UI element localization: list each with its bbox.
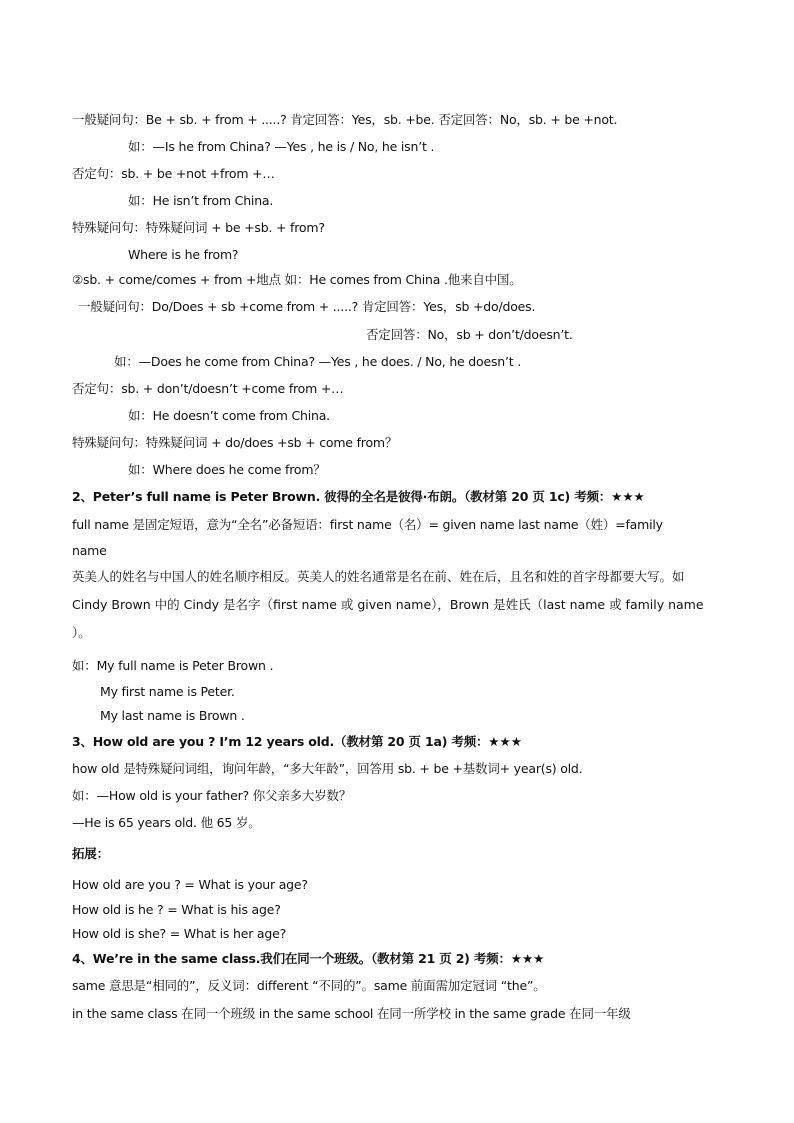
heading-text: 4、We’re in the same class.我们在同一个班级。（教材第 21 页 2) 考频：	[72, 951, 511, 966]
text-line: 特殊疑问句：特殊疑问词 + do/does +sb + come from？	[72, 435, 398, 450]
example-line: 如：My full name is Peter Brown .	[72, 658, 274, 673]
section-heading-3	[72, 733, 522, 751]
example-line: 如：He doesn’t come from China.	[128, 408, 330, 423]
example-line: My last name is Brown .	[100, 708, 245, 723]
text-line: 一般疑问句：Be + sb. + from + .....? 肯定回答：Yes，sb. +be. 否定回答：No，sb. + be +not.	[72, 112, 618, 127]
star-rating-icon: ★★★	[488, 734, 522, 749]
text-line: 一般疑问句：Do/Does + sb +come from + .....? 肯定回答：Yes，sb +do/does.	[78, 299, 536, 314]
extension-heading: 拓展：	[72, 846, 109, 861]
text-line: 否定句：sb. + be +not +from +…	[72, 166, 275, 181]
example-line: 如：He isn’t from China.	[128, 193, 274, 208]
example-line: —He is 65 years old. 他 65 岁。	[72, 815, 261, 830]
text-line: 否定句：sb. + don’t/doesn’t +come from +…	[72, 381, 344, 396]
section-heading-4	[72, 950, 544, 968]
example-line: 如：—How old is your father? 你父亲多大岁数？	[72, 788, 352, 803]
example-line: 如：—Is he from China? —Yes , he is / No, he isn’t .	[128, 139, 435, 154]
star-rating-icon: ★★★	[611, 489, 645, 504]
heading-text: 3、How old are you ? I’m 12 years old.（教材第 20 页 1a) 考频：	[72, 734, 489, 749]
example-line: My first name is Peter.	[100, 684, 235, 699]
text-line: in the same class 在同一个班级 in the same school 在同一所学校 in the same grade 在同一年级	[72, 1006, 631, 1021]
text-line: How old is she? = What is her age?	[72, 926, 287, 941]
star-rating-icon: ★★★	[510, 951, 545, 966]
example-line: 如：Where does he come from？	[128, 462, 326, 477]
heading-text: 2、Peter’s full name is Peter Brown. 彼得的全名是彼得·布朗。（教材第 20 页 1c) 考频：	[72, 489, 612, 504]
text-line: how old 是特殊疑问词组，询问年龄，“多大年龄”，回答用 sb. + be +基数词+ year(s) old.	[72, 761, 583, 776]
example-line: 如：—Does he come from China? —Yes , he does. / No, he doesn’t .	[114, 354, 522, 369]
paragraph: 英美人的姓名与中国人的姓名顺序相反。英美人的姓名通常是名在前、姓在后，且名和姓的首字母都要大写。如 Cindy Brown 中的 Cindy 是名字（first name 或 given name），Brown 是姓氏（last name 或 family name ）。	[72, 569, 704, 640]
text-line: 特殊疑问句：特殊疑问词 + be +sb. + from?	[72, 220, 325, 235]
text-line: How old is he ? = What is his age?	[72, 902, 281, 917]
text-line: same 意思是“相同的”，反义词：different “不同的”。same 前面需加定冠词 “the”。	[72, 978, 546, 993]
text-line: 否定回答：No，sb + don’t/doesn’t.	[366, 327, 573, 342]
example-line: Where is he from?	[128, 247, 239, 262]
text-line: full name 是固定短语，意为“全名”必备短语：first name（名）= given name last name（姓）=family	[72, 517, 663, 532]
text-line: ②sb. + come/comes + from +地点 如：He comes from China .他来自中国。	[72, 272, 522, 287]
text-line: How old are you ? = What is your age?	[72, 877, 308, 892]
text-line: name	[72, 543, 107, 558]
section-heading-2	[72, 488, 645, 506]
